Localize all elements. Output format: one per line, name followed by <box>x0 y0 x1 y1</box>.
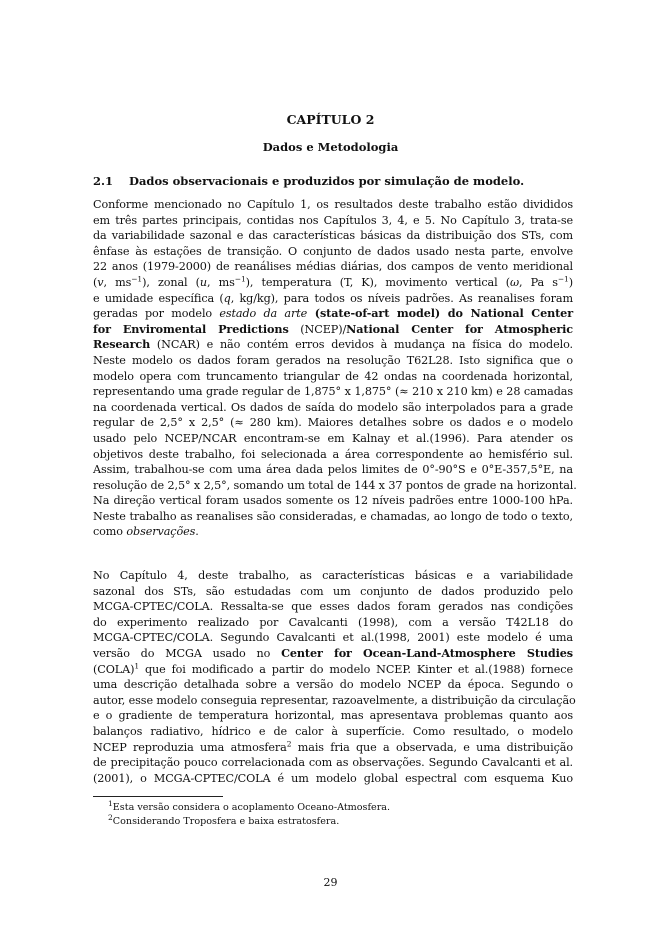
text-line: geradas por modelo estado da arte (state-of-art model) do National Center <box>93 306 573 321</box>
footnote-ref-1: 1 <box>134 660 140 670</box>
text-line: do experimento realizado por Cavalcanti (1998), com a versão T42L18 do <box>93 615 573 629</box>
footnote-divider <box>93 796 223 797</box>
footnote-ref-2: 2 <box>286 738 292 748</box>
footnote-text: Considerando Troposfera e baixa estratosfera. <box>112 816 340 827</box>
text-line: em três partes principais, contidas nos Capítulos 3, 4, e 5. No Capítulo 3, trata-se <box>93 213 573 227</box>
text-line: 22 anos (1979-2000) de reanálises médias diárias, dos campos de vento meridional <box>93 260 573 274</box>
text-line: de precipitação pouco correlacionada com as observações. Segundo Cavalcanti et al. <box>93 756 573 770</box>
text-line: Neste trabalho as reanalises são consideradas, e chamadas, ao longo de todo o texto, <box>93 509 573 523</box>
text-line: resolução de 2,5° x 2,5°, somando um total de 144 x 37 pontos de grade na horizontal. <box>93 478 577 492</box>
footnote <box>108 812 340 828</box>
chapter-title: Dados e Metodologia <box>262 140 399 154</box>
text-line: da variabilidade sazonal e das características básicas da distribuição dos STs, com <box>93 229 573 243</box>
text-line: representando uma grade regular de 1,875° x 1,875° (≈ 210 x 210 km) e 28 camadas <box>93 385 573 399</box>
text-line: Research (NCAR) e não contém erros devidos à mudança na física do modelo. <box>93 337 573 352</box>
text-line: versão do MCGA usado no Center for Ocean-Land-Atmosphere Studies <box>93 645 574 660</box>
text-line: e o gradiente de temperatura horizontal, mas apresentava problemas quanto aos <box>93 709 573 723</box>
text-line: ênfase às estações de transição. O conjunto de dados usado nesta parte, envolve <box>93 244 573 258</box>
section-heading <box>93 174 573 188</box>
footnote <box>108 798 391 814</box>
text-line: usado pelo NCEP/NCAR encontram-se em Kalnay et al.(1996). Para atender os <box>93 431 573 445</box>
chapter-heading: CAPÍTULO 2 <box>286 112 375 127</box>
footnote-mark: 2 <box>108 812 113 822</box>
text-line: (v, $ms^{-1}$), zonal (u, $ms^{-1}$), temperatura (T, K), movimento vertical (ω, Pa $s^{-1}$) <box>93 274 573 289</box>
page-number: 29 <box>323 876 338 889</box>
section-title: Dados observacionais e produzidos por simulação de modelo. <box>129 174 525 188</box>
section-number: 2.1 <box>93 174 114 188</box>
text-line: regular de 2,5° x 2,5° (≈ 280 km). Maiores detalhes sobre os dados e o modelo <box>93 416 573 430</box>
paragraph-2 <box>93 568 576 786</box>
text-line: No Capítulo 4, deste trabalho, as características básicas e a variabilidade <box>93 569 573 582</box>
text-line: MCGA-CPTEC/COLA. Segundo Cavalcanti et al.(1998, 2001) este modelo é uma <box>93 631 573 645</box>
footnote-text: Esta versão considera o acoplamento Oceano-Atmosfera. <box>112 802 391 813</box>
text-line: NCEP reproduzia uma atmosfera$^2$ mais fria que a observada, e uma distribuição <box>93 738 573 754</box>
text-line: modelo opera com truncamento triangular de 42 ondas na coordenada horizontal, <box>93 369 573 383</box>
paragraph-1 <box>93 197 577 540</box>
text-line: na coordenada vertical. Os dados de saída do modelo são interpolados para a grade <box>93 400 573 414</box>
text-line: como observações. <box>93 525 199 539</box>
footnote-mark: 1 <box>108 798 113 808</box>
text-line: uma descrição detalhada sobre a versão do modelo NCEP da época. Segundo o <box>93 678 573 692</box>
text-line: Neste modelo os dados foram gerados na resolução T62L28. Isto significa que o <box>93 353 573 367</box>
text-line: Conforme mencionado no Capítulo 1, os resultados deste trabalho estão divididos <box>93 198 573 211</box>
text-line: objetivos deste trabalho, foi selecionada a área correspondente ao hemisfério sul. <box>93 447 573 461</box>
text-line: e umidade específica (q, kg/kg), para todos os níveis padrões. As reanalises foram <box>93 291 573 305</box>
text-line: MCGA-CPTEC/COLA. Ressalta-se que esses dados foram gerados nas condições <box>93 600 573 614</box>
text-line: sazonal dos STs, são estudadas com um conjunto de dados produzido pelo <box>93 584 573 598</box>
text-line: balanços radiativo, hídrico e de calor à superfície. Como resultado, o modelo <box>93 724 573 738</box>
text-line: for Enviromental Predictions (NCEP)/National Center for Atmospheric <box>93 321 573 336</box>
text-line: autor, esse modelo conseguia representar, razoavelmente, a distribuição da circulação <box>93 693 576 707</box>
text-line: (2001), o MCGA-CPTEC/COLA é um modelo global espectral com esquema Kuo <box>93 771 573 785</box>
text-line: (COLA)$^1$ que foi modificado a partir do modelo NCEP. Kinter et al.(1988) fornece <box>93 660 573 676</box>
text-line: Na direção vertical foram usados somente os 12 níveis padrões entre 1000-100 hPa. <box>93 494 573 508</box>
text-line: Assim, trabalhou-se com uma área dada pelos limites de 0°-90°S e 0°E-357,5°E, na <box>93 463 573 477</box>
